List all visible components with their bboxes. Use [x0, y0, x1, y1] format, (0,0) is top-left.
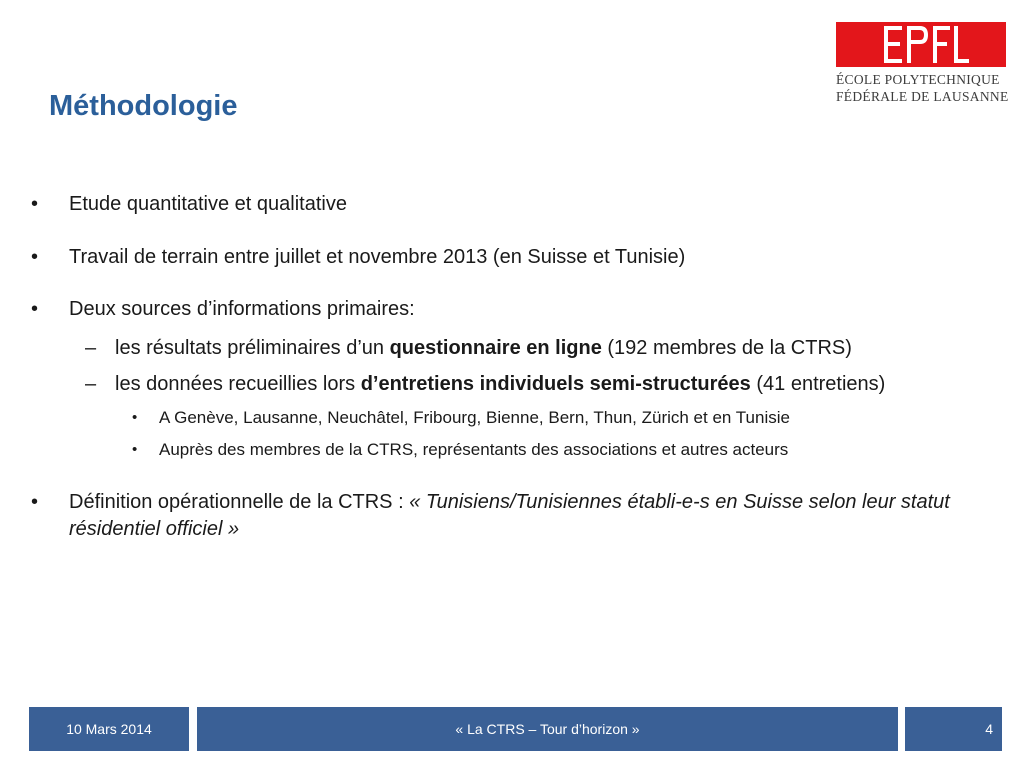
- bullet-item: [31, 296, 989, 323]
- sub-sub-bullet-item: [132, 406, 999, 430]
- bullet-icon: •: [132, 409, 138, 426]
- dash-icon: –: [85, 373, 97, 395]
- bullet-text: Travail de terrain entre juillet et novembre 2013 (en Suisse et Tunisie): [69, 246, 686, 268]
- bullet-item: [31, 244, 989, 271]
- bullet-icon: •: [31, 491, 39, 513]
- sub-bullet-text: les résultats préliminaires d’un: [115, 337, 390, 359]
- footer-date: 10 Mars 2014: [66, 721, 152, 737]
- sub-bullet-text: les données recueillies lors: [115, 373, 361, 395]
- bullet-text: Deux sources d’informations primaires:: [69, 298, 415, 320]
- slide-title: Méthodologie: [49, 90, 238, 122]
- footer-page-box: [905, 707, 1002, 751]
- sub-bullet-text: (41 entretiens): [750, 373, 886, 395]
- bullet-text: Etude quantitative et qualitative: [69, 193, 347, 215]
- sub-bullet-bold: d’entretiens individuels semi-structurées: [360, 373, 751, 395]
- dash-icon: –: [85, 337, 97, 359]
- epfl-logo-line1: ÉCOLE POLYTECHNIQUE: [836, 72, 1000, 87]
- footer-title: « La CTRS – Tour d’horizon »: [455, 721, 640, 737]
- bullet-item: [31, 191, 989, 218]
- sub-sub-bullet-text: A Genève, Lausanne, Neuchâtel, Fribourg, Bienne, Bern, Thun, Zürich et en Tunisie: [159, 408, 790, 427]
- bullet-icon: •: [31, 298, 39, 320]
- epfl-logo-mark: [836, 22, 1006, 67]
- epfl-logo-line2: FÉDÉRALE DE LAUSANNE: [836, 89, 1009, 104]
- sub-bullet-item: [85, 371, 1005, 398]
- bullet-icon: •: [31, 246, 39, 268]
- footer-page-number: 4: [985, 721, 993, 737]
- bullet-italic-text: « Tunisiens/Tunisiennes établi-e-s en Suisse selon leur statut résidentiel officiel »: [69, 491, 950, 540]
- sub-sub-bullet-text: Auprès des membres de la CTRS, représentants des associations et autres acteurs: [159, 440, 789, 459]
- sub-bullet-bold: questionnaire en ligne: [389, 337, 602, 359]
- epfl-wordmark-icon: [836, 22, 1006, 67]
- sub-bullet-item: [85, 335, 1005, 362]
- bullet-text: Définition opérationnelle de la CTRS :: [69, 491, 410, 513]
- footer-date-box: [29, 707, 189, 751]
- footer-title-box: [197, 707, 898, 751]
- epfl-logo: [836, 22, 1009, 108]
- bullet-icon: •: [31, 193, 39, 215]
- bullet-item: [31, 489, 984, 543]
- bullet-icon: •: [132, 441, 138, 458]
- sub-sub-bullet-item: [132, 438, 999, 462]
- sub-bullet-text: (192 membres de la CTRS): [601, 337, 852, 359]
